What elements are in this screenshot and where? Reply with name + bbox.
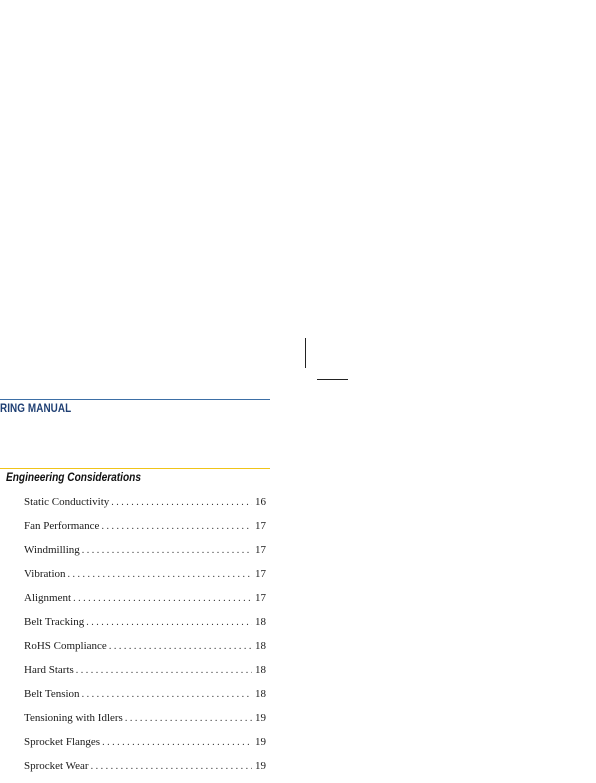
dot-leader xyxy=(109,640,252,654)
toc-entry-label: RoHS Compliance xyxy=(24,640,107,652)
section-rule xyxy=(0,468,270,469)
dot-leader xyxy=(125,712,252,726)
toc-entry-page: 18 xyxy=(255,640,266,652)
section-title: Engineering Considerations xyxy=(6,472,141,484)
toc-entry-label: Alignment xyxy=(24,592,72,604)
table-of-contents xyxy=(24,495,266,783)
toc-entry-belt-tension[interactable] xyxy=(24,687,266,711)
dot-leader xyxy=(68,568,253,582)
toc-entry-label: Sprocket Flanges xyxy=(24,736,101,748)
toc-entry-rohs-compliance[interactable] xyxy=(24,639,266,663)
dot-leader xyxy=(111,496,252,510)
crop-mark-vertical xyxy=(305,338,306,368)
toc-entry-vibration[interactable] xyxy=(24,567,266,591)
toc-entry-sprocket-wear[interactable] xyxy=(24,759,266,783)
dot-leader xyxy=(86,616,252,630)
toc-entry-tensioning-with-idlers[interactable] xyxy=(24,711,266,735)
toc-entry-hard-starts[interactable] xyxy=(24,663,266,687)
toc-entry-static-conductivity[interactable] xyxy=(24,495,266,519)
toc-entry-page: 19 xyxy=(255,736,266,748)
dot-leader xyxy=(76,664,252,678)
toc-entry-page: 18 xyxy=(255,688,266,700)
toc-entry-belt-tracking[interactable] xyxy=(24,615,266,639)
toc-entry-page: 18 xyxy=(255,664,266,676)
toc-entry-page: 17 xyxy=(255,520,266,532)
dot-leader xyxy=(102,736,252,750)
dot-leader xyxy=(91,760,252,774)
toc-entry-page: 17 xyxy=(255,592,266,604)
toc-entry-label: Belt Tracking xyxy=(24,616,85,628)
dot-leader xyxy=(82,688,252,702)
toc-entry-page: 16 xyxy=(255,496,266,508)
toc-entry-label: Hard Starts xyxy=(24,664,74,676)
dot-leader xyxy=(82,544,252,558)
toc-entry-page: 17 xyxy=(255,568,266,580)
toc-entry-page: 19 xyxy=(255,712,266,724)
toc-entry-page: 18 xyxy=(255,616,266,628)
toc-entry-page: 19 xyxy=(255,760,266,772)
toc-entry-label: Windmilling xyxy=(24,544,80,556)
dot-leader xyxy=(73,592,252,606)
crop-mark-horizontal xyxy=(317,379,348,380)
toc-entry-label: Tensioning with Idlers xyxy=(24,712,123,724)
running-header-title: RING MANUAL xyxy=(0,403,72,415)
toc-entry-label: Fan Performance xyxy=(24,520,100,532)
toc-entry-fan-performance[interactable] xyxy=(24,519,266,543)
toc-entry-page: 17 xyxy=(255,544,266,556)
toc-entry-windmilling[interactable] xyxy=(24,543,266,567)
toc-entry-sprocket-flanges[interactable] xyxy=(24,735,266,759)
toc-entry-label: Belt Tension xyxy=(24,688,80,700)
toc-entry-alignment[interactable] xyxy=(24,591,266,615)
header-rule xyxy=(0,399,270,400)
toc-entry-label: Static Conductivity xyxy=(24,496,110,508)
dot-leader xyxy=(101,520,252,534)
toc-entry-label: Vibration xyxy=(24,568,66,580)
toc-entry-label: Sprocket Wear xyxy=(24,760,89,772)
